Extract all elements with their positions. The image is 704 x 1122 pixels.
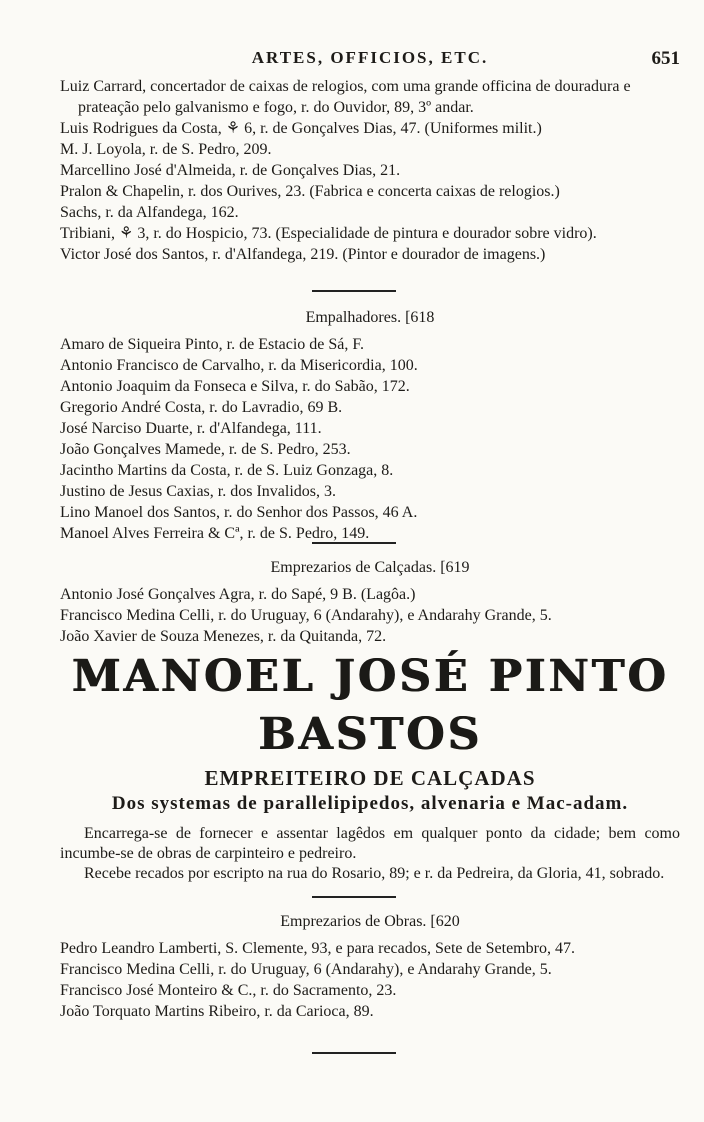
list-item: Jacintho Martins da Costa, r. de S. Luiz Gonzaga, 8. <box>60 462 394 479</box>
list-item: Victor José dos Santos, r. d'Alfandega, 219. (Pintor e dourador de imagens.) <box>60 246 546 263</box>
list-item: Amaro de Siqueira Pinto, r. de Estacio de Sá, F. <box>60 336 364 353</box>
watchmakers-list <box>60 76 680 265</box>
section-heading: Empalhadores. [618 <box>305 309 435 326</box>
calcadas-section <box>60 558 680 647</box>
list-item: Luiz Carrard, concertador de caixas de relogios, com uma grande officina de douradura e prateação pelo galvanismo e fogo, r. do Ouvidor, 89, 3º andar. <box>60 78 631 116</box>
running-title: ARTES, OFFICIOS, ETC. <box>251 48 489 67</box>
list-item: Luis Rodrigues da Costa, ⚘ 6, r. de Gonçalves Dias, 47. (Uniformes milit.) <box>60 120 542 137</box>
empalhadores-section <box>60 308 680 544</box>
advertisement-paragraph: Recebe recados por escripto na rua do Rosario, 89; e r. da Pedreira, da Gloria, 41, sobrado. <box>84 865 665 882</box>
list-item: Antonio Francisco de Carvalho, r. da Misericordia, 100. <box>60 357 418 374</box>
advertiser-trade: EMPREITEIRO DE CALÇADAS <box>204 766 536 790</box>
list-item: Antonio Joaquim da Fonseca e Silva, r. do Sabão, 172. <box>60 378 410 395</box>
list-item: Francisco Medina Celli, r. do Uruguay, 6 (Andarahy), e Andarahy Grande, 5. <box>60 961 552 978</box>
page-number: 651 <box>651 48 680 69</box>
section-divider <box>312 896 396 898</box>
list-item: João Gonçalves Mamede, r. de S. Pedro, 253. <box>60 441 351 458</box>
section-divider <box>312 1052 396 1054</box>
list-item: Antonio José Gonçalves Agra, r. do Sapé, 9 B. (Lagôa.) <box>60 586 416 603</box>
list-item: Pedro Leandro Lamberti, S. Clemente, 93, e para recados, Sete de Setembro, 47. <box>60 940 575 957</box>
list-item: Lino Manoel dos Santos, r. do Senhor dos Passos, 46 A. <box>60 504 418 521</box>
section-divider <box>312 290 396 292</box>
list-item: Sachs, r. da Alfandega, 162. <box>60 204 239 221</box>
list-item: Justino de Jesus Caxias, r. dos Invalidos, 3. <box>60 483 336 500</box>
list-item: M. J. Loyola, r. de S. Pedro, 209. <box>60 141 272 158</box>
advertisement-paragraph: Encarrega-se de fornecer e assentar lagêdos em qualquer ponto da cidade; bem como incumbe-se de obras de carpinteiro e pedreiro. <box>60 825 680 862</box>
section-heading: Emprezarios de Obras. [620 <box>280 913 460 930</box>
section-divider <box>312 542 396 544</box>
advertiser-tagline: Dos systemas de parallelipipedos, alvenaria e Mac-adam. <box>111 793 629 814</box>
list-item: Tribiani, ⚘ 3, r. do Hospicio, 73. (Especialidade de pintura e dourador sobre vidro). <box>60 225 597 242</box>
list-item: Pralon & Chapelin, r. dos Ourives, 23. (Fabrica e concerta caixas de relogios.) <box>60 183 560 200</box>
list-item: João Torquato Martins Ribeiro, r. da Carioca, 89. <box>60 1003 374 1020</box>
advertisement <box>60 648 680 884</box>
list-item: Francisco Medina Celli, r. do Uruguay, 6 (Andarahy), e Andarahy Grande, 5. <box>60 607 552 624</box>
advertiser-name: MANOEL JOSÉ PINTO BASTOS <box>71 651 669 760</box>
page-header <box>60 48 680 72</box>
list-item: Francisco José Monteiro & C., r. do Sacramento, 23. <box>60 982 397 999</box>
list-item: Gregorio André Costa, r. do Lavradio, 69 B. <box>60 399 343 416</box>
obras-section <box>60 912 680 1022</box>
list-item: João Xavier de Souza Menezes, r. da Quitanda, 72. <box>60 628 387 645</box>
list-item: Manoel Alves Ferreira & Cª, r. de S. Pedro, 149. <box>60 525 370 542</box>
section-heading: Emprezarios de Calçadas. [619 <box>270 559 470 576</box>
list-item: José Narciso Duarte, r. d'Alfandega, 111. <box>60 420 322 437</box>
list-item: Marcellino José d'Almeida, r. de Gonçalves Dias, 21. <box>60 162 401 179</box>
